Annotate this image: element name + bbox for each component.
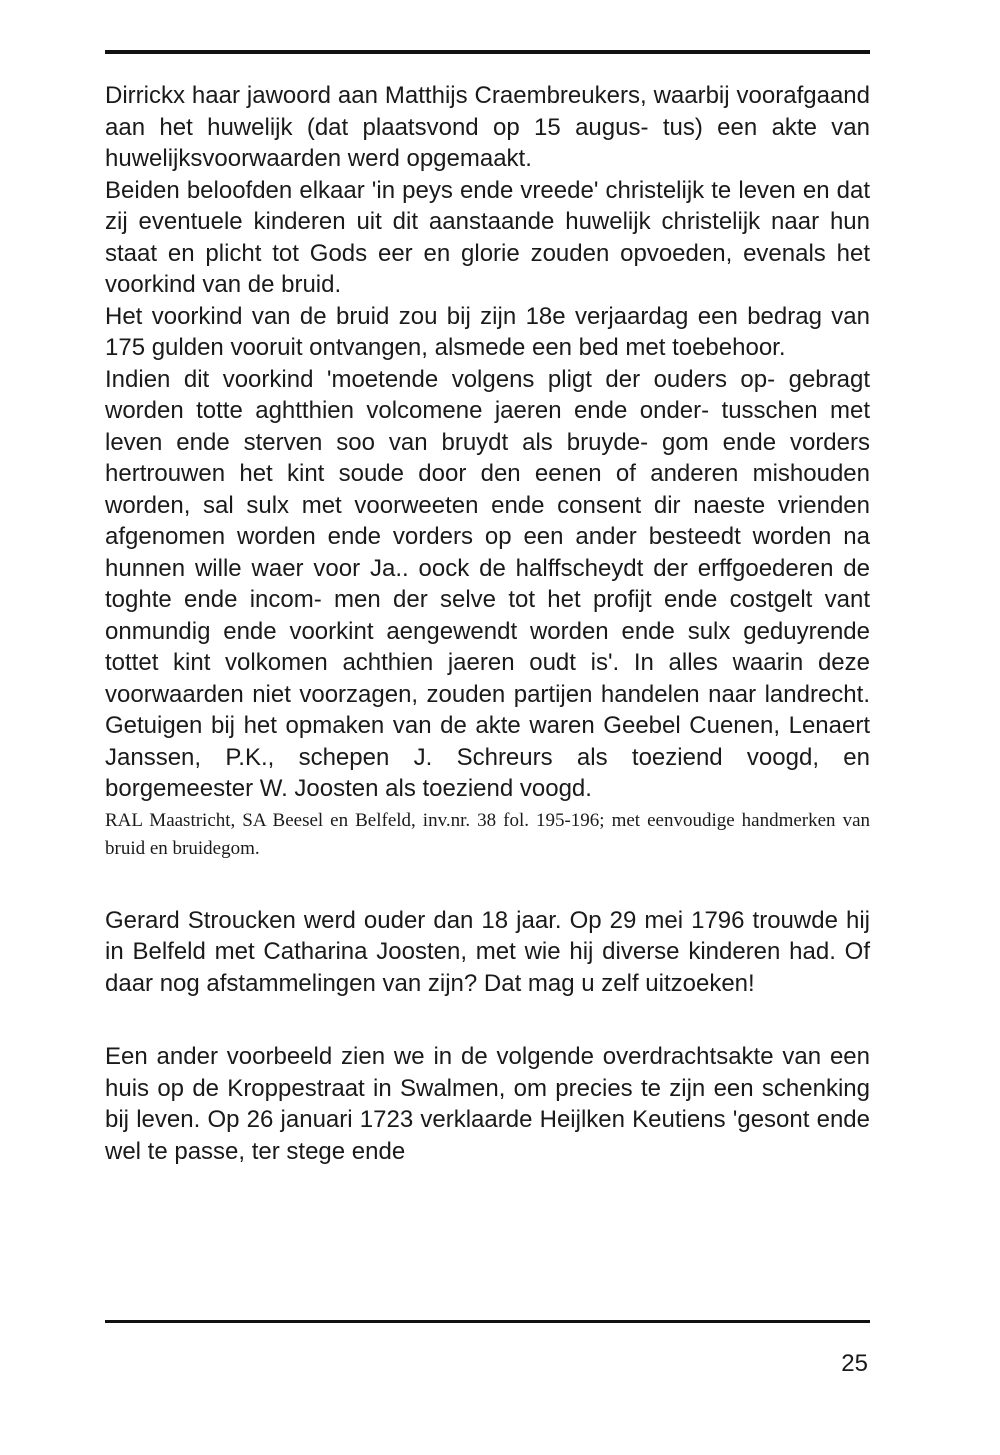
paragraph-1: Dirrickx haar jawoord aan Matthijs Craembreukers, waarbij voorafgaand aan het huwelijk (dat plaatsvond op 15 augus- tus) een akte van huwelijksvoorwaarden werd opgemaakt. xyxy=(105,82,870,172)
paragraph-4: Indien dit voorkind 'moetende volgens pligt der ouders op- gebragt worden totte aghtthien volcomene jaeren ende onder- tusschen met leven ende sterven soo van bruydt als bruyde- gom ende vorders hertrouwen het kint soude door den eenen of anderen mishouden worden, sal sulx met voorweeten ende consent dir naeste vrienden afgenomen worden ende vorders op een ander besteedt worden na hunnen wille waer voor Ja.. oock de halffscheydt der erffgoederen de toghte ende incom- men der selve tot het profijt ende costgelt vant onmundig ende voorkint aengewendt worden ende sulx geduyrende tottet kint volkomen achthien jaeren oudt is'. In alles waarin deze voorwaarden niet voorzagen, zouden partijen handelen naar landrecht. Getuigen bij het opmaken van de akte waren Geebel Cuenen, Lenaert Janssen, P.K., schepen J. Schreurs als toeziend voogd, en borgemeester W. Joosten als toeziend voogd. xyxy=(105,365,870,802)
top-rule xyxy=(105,50,870,54)
paragraph-3: Het voorkind van de bruid zou bij zijn 18e verjaardag een bedrag van 175 gulden vooruit ontvangen, alsmede een bed met toebehoor. xyxy=(105,302,870,361)
paragraph-5: Gerard Stroucken werd ouder dan 18 jaar. Op 29 mei 1796 trouwde hij in Belfeld met Catharina Joosten, met wie hij diverse kinderen had. Of daar nog afstammelingen van zijn? Dat mag u zelf uitzoeken! xyxy=(105,906,870,997)
bottom-rule xyxy=(105,1320,870,1323)
paragraph-2: Beiden beloofden elkaar 'in peys ende vreede' christelijk te leven en dat zij eventuele kinderen uit dit aanstaande huwelijk christelijk naar hun staat en plicht tot Gods eer en glorie zouden opvoeden, evenals het voorkind van de bruid. xyxy=(105,176,870,298)
source-note: RAL Maastricht, SA Beesel en Belfeld, inv.nr. 38 fol. 195-196; met eenvoudige handmerken van bruid en bruidegom. xyxy=(105,809,870,859)
page-number: 25 xyxy=(841,1350,868,1377)
paragraph-6: Een ander voorbeeld zien we in de volgende overdrachtsakte van een huis op de Kroppestraat in Swalmen, om precies te zijn een schenking bij leven. Op 26 januari 1723 verklaarde Heijlken Keutiens 'gesont ende wel te passe, ter stege ende xyxy=(105,1043,870,1165)
page-body xyxy=(105,80,870,1167)
